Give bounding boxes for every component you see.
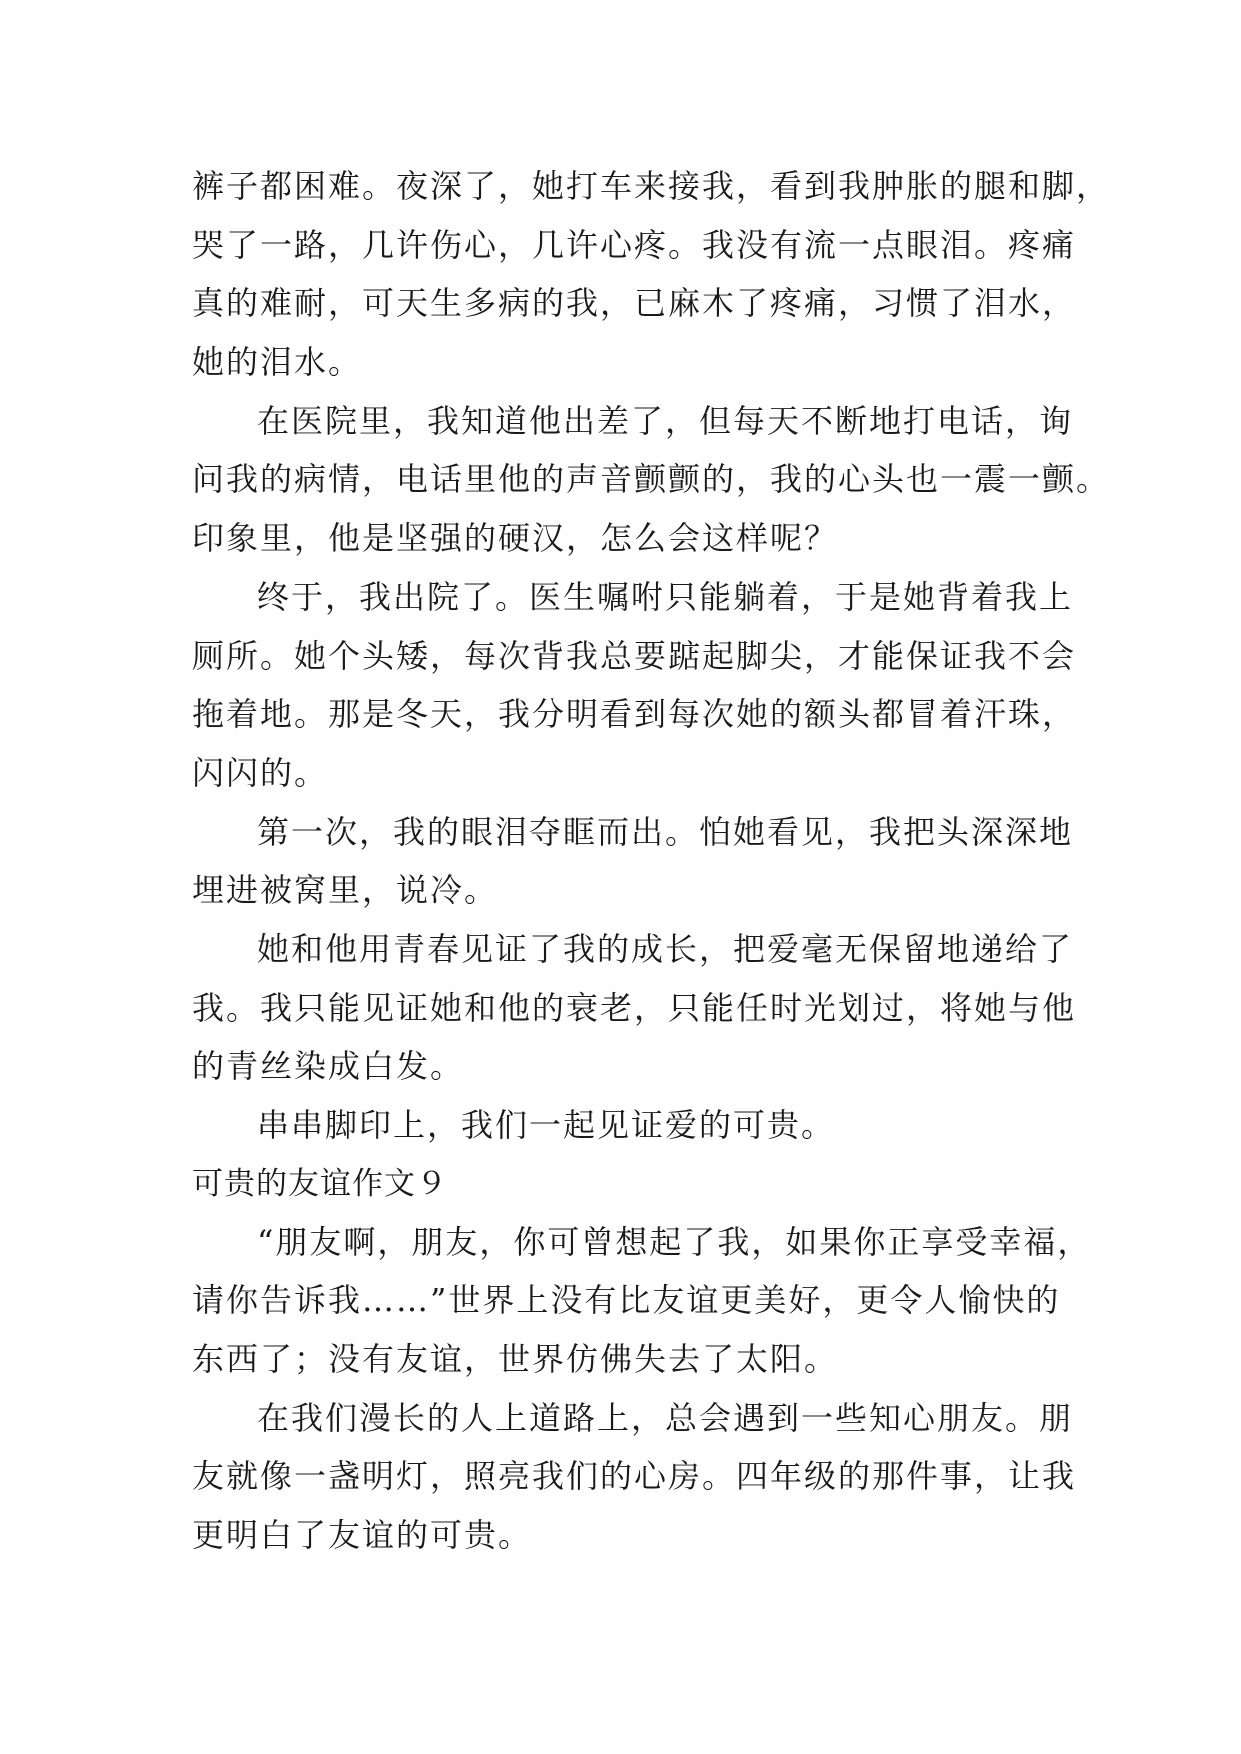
paragraph-start-line: 终于，我出院了。医生嘱咐只能躺着，于是她背着我上 — [257, 577, 1074, 616]
paragraph-start-line: 她和他用青春见证了我的成长，把爱毫无保留地递给了 — [257, 929, 1074, 968]
text-line: 埋进被窝里，说冷。 — [192, 871, 499, 910]
text-line: 的青丝染成白发。 — [192, 1047, 465, 1086]
text-line: 友就像一盏明灯，照亮我们的心房。四年级的那件事，让我 — [192, 1457, 1077, 1496]
paragraph-start-line: 第一次，我的眼泪夺眶而出。怕她看见，我把头深深地 — [257, 812, 1074, 851]
text-line: 拖着地。那是冬天，我分明看到每次她的额头都冒着汗珠， — [192, 695, 1077, 734]
paragraph-start-line: 串串脚印上，我们一起见证爱的可贵。 — [257, 1106, 836, 1144]
text-line: 印象里，他是坚强的硬汉，怎么会这样呢？ — [192, 519, 839, 558]
text-line: 更明白了友谊的可贵。 — [192, 1516, 533, 1555]
text-line: 东西了；没有友谊，世界仿佛失去了太阳。 — [192, 1340, 839, 1379]
text-line: 问我的病情，电话里他的声音颤颤的，我的心头也一震一颤。 — [192, 460, 1111, 499]
text-line: 请你告诉我……”世界上没有比友谊更美好，更令人愉快的 — [192, 1281, 1061, 1320]
paragraph-start-line: 在我们漫长的人上道路上，总会遇到一些知心朋友。朋 — [257, 1398, 1074, 1437]
text-line: 我。我只能见证她和他的衰老，只能任时光划过，将她与他 — [192, 988, 1077, 1027]
paragraph-start-line: 在医院里，我知道他出差了，但每天不断地打电话，询 — [257, 401, 1074, 440]
text-line: 哭了一路，几许伤心，几许心疼。我没有流一点眼泪。疼痛 — [192, 225, 1077, 264]
text-line: 她的泪水。 — [192, 343, 363, 382]
text-line: 闪闪的。 — [192, 753, 329, 792]
text-line: 厕所。她个头矮，每次背我总要踮起脚尖，才能保证我不会 — [192, 636, 1077, 675]
paragraph-start-line: “朋友啊，朋友，你可曾想起了我，如果你正享受幸福， — [257, 1222, 1092, 1261]
text-line: 裤子都困难。夜深了，她打车来接我，看到我肿胀的腿和脚， — [192, 167, 1111, 205]
text-line: 真的难耐，可天生多病的我，已麻木了疼痛，习惯了泪水， — [192, 284, 1077, 323]
section-heading: 可贵的友谊作文９ — [192, 1165, 448, 1202]
document-body — [192, 157, 1111, 1565]
